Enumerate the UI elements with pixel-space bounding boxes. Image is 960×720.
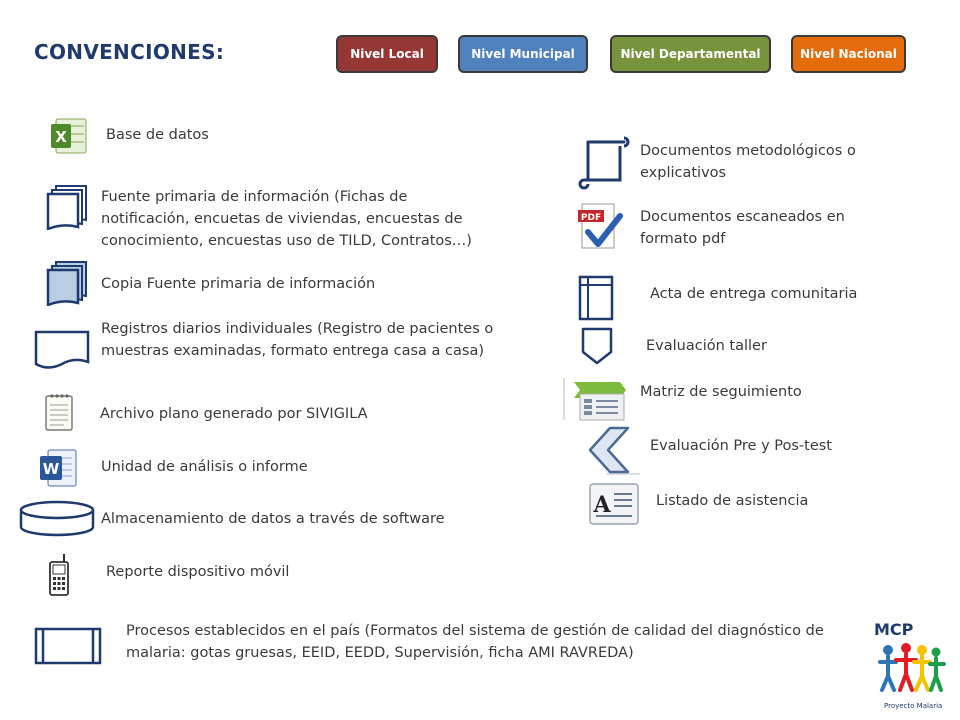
tracking-matrix-legend-label: Matriz de seguimiento (640, 384, 802, 400)
level-local-badge (336, 35, 438, 73)
workshop-evaluation-legend-label: Evaluación taller (646, 338, 767, 354)
stacked-document-icon (46, 184, 88, 230)
chevron-left-icon (584, 426, 632, 474)
people-figures-icon (870, 612, 950, 716)
country-processes-legend-label: Procesos establecidos en el país (Formatos del sistema de gestión de calidad del diagnóstico de malaria: gotas gruesas, EEID, EEDD, Supervisión, ficha AMI RAVREDA) (126, 623, 824, 661)
notepad-icon (44, 392, 74, 432)
delivery-record-legend-label: Acta de entrega comunitaria (650, 286, 858, 302)
text-list-icon (584, 472, 644, 528)
attendance-list-legend-label: Listado de asistencia (656, 493, 809, 509)
scroll-icon (574, 134, 630, 190)
mobile-report-legend-label: Reporte dispositivo móvil (106, 564, 290, 580)
level-label: Nivel Local (350, 47, 424, 61)
level-label: Nivel Municipal (471, 47, 575, 61)
pdf-icon (578, 202, 624, 252)
software-storage-legend-label: Almacenamiento de datos a través de software (101, 511, 445, 527)
database-cylinder-icon (18, 500, 96, 538)
mobile-phone-icon (46, 552, 72, 598)
excel-legend-label: Base de datos (106, 127, 209, 143)
svg-text:W: W (42, 460, 60, 478)
pentagon-icon (580, 326, 614, 366)
logo-text: MCP (874, 620, 914, 639)
logo-caption: Proyecto Malaria (884, 702, 943, 710)
level-departamental-badge (610, 35, 771, 73)
page-title: CONVENCIONES: (34, 40, 225, 64)
mcp-logo (870, 612, 950, 716)
level-nacional-badge (791, 35, 906, 73)
svg-text:X: X (55, 128, 67, 146)
sivigila-legend-label: Archivo plano generado por SIVIGILA (100, 406, 368, 422)
primary-source-copy-legend-label: Copia Fuente primaria de información (101, 276, 376, 292)
spreadsheet-icon (562, 374, 632, 424)
svg-text:A: A (593, 492, 611, 518)
methodological-docs-legend-label: Documentos metodológicos o explicativos (640, 143, 856, 181)
level-label: Nivel Departamental (620, 47, 761, 61)
scanned-pdf-legend-label: Documentos escaneados en formato pdf (640, 209, 845, 247)
svg-text:PDF: PDF (580, 213, 602, 223)
report-legend-label: Unidad de análisis o informe (101, 459, 308, 475)
excel-icon (50, 116, 88, 156)
stacked-document-copy-icon (46, 260, 88, 306)
document-icon (34, 330, 90, 372)
pre-post-test-legend-label: Evaluación Pre y Pos-test (650, 438, 832, 454)
word-icon (38, 446, 78, 490)
level-municipal-badge (458, 35, 588, 73)
predefined-process-icon (34, 626, 102, 666)
level-label: Nivel Nacional (800, 47, 897, 61)
daily-records-legend-label: Registros diarios individuales (Registro de pacientes o muestras examinadas, formato entrega casa a casa) (101, 321, 494, 359)
card-icon (578, 275, 616, 321)
primary-source-legend-label: Fuente primaria de información (Fichas de notificación, encuetas de viviendas, encuestas de conocimiento, encuestas uso de TILD, Contratos…) (101, 189, 472, 249)
